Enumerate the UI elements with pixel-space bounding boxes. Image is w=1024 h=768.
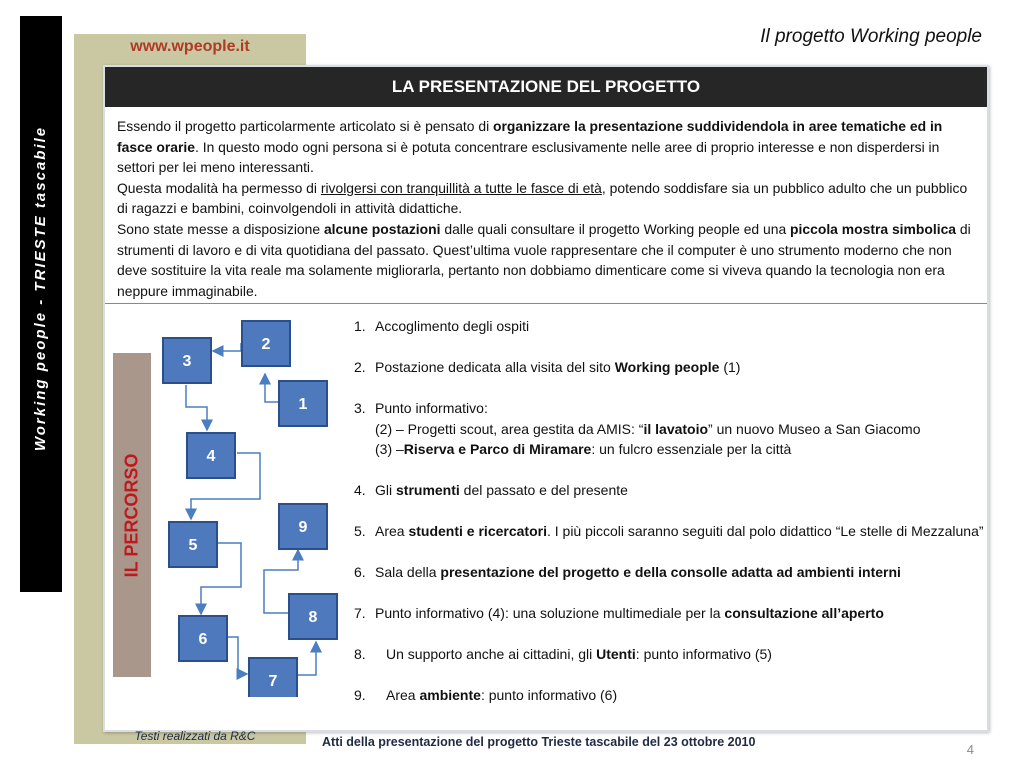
- route-box-label: 7: [268, 673, 278, 690]
- list-spacer: [354, 624, 984, 645]
- list-spacer: [354, 337, 984, 358]
- route-box-label: 6: [198, 631, 208, 648]
- content-card: [103, 65, 989, 732]
- arrow-2-3: [213, 343, 241, 351]
- arrow-3-4: [186, 385, 207, 430]
- route-box-label: 1: [298, 396, 308, 413]
- route-box-3: [163, 338, 211, 383]
- website-url[interactable]: www.wpeople.it: [130, 38, 250, 55]
- list-spacer: [354, 665, 984, 686]
- percorso-label: IL PERCORSO: [121, 453, 142, 577]
- side-banner-text-wrap: [20, 0, 62, 576]
- step-6: 6. Sala della presentazione del progetto e della consolle adatta ad ambienti interni: [354, 564, 901, 580]
- route-steps: [354, 316, 984, 706]
- list-spacer: [354, 501, 984, 522]
- intro-paragraph-3: Sono state messe a disposizione alcune postazioni dalle quali consultare il progetto Working people ed una piccola mostra simbolica di strumenti di lavoro e di vita quotidiana del passato. Quest’ultima vuole rappresentare che il computer è uno strumento moderno che non deve sostituire la vita reale ma solamente migliorarla, pertanto non dobbiamo dimenticare come si viveva quando la tecnologia non era neppure immaginabile.: [117, 220, 971, 299]
- slide-title: Il progetto Working people: [760, 26, 982, 47]
- step-1: 1. Accoglimento degli ospiti: [354, 318, 530, 334]
- step-3-sub-1: (2) – Progetti scout, area gestita da AMIS: “ il lavatoio ” un nuovo Museo a San Giacomo: [375, 420, 921, 437]
- route-box-label: 4: [206, 448, 216, 465]
- arrow-1-2: [265, 374, 279, 402]
- intro-text: [117, 116, 979, 301]
- route-box-label: 5: [188, 537, 198, 554]
- step-2: 2. Postazione dedicata alla visita del sito Working people (1): [354, 359, 741, 375]
- arrow-6-7: [228, 637, 247, 674]
- section-heading: LA PRESENTAZIONE DEL PROGETTO: [105, 67, 987, 107]
- intro-paragraph-1: Essendo il progetto particolarmente articolato si è pensato di organizzare la presentazione suddividendola in aree tematiche ed in fasce orarie. In questo modo ogni persona si è potuta concentrare esclusivamente nelle aree di proprio interesse e non disperdersi in settori per lei meno interessanti.: [117, 118, 943, 176]
- intro-paragraph-2: Questa modalità ha permesso di rivolgersi con tranquillità a tutte le fasce di età, potendo soddisfare sia un pubblico adulto che un pubblico di ragazzi e bambini, coinvolgendoli in attività didattiche.: [117, 179, 968, 217]
- route-box-label: 9: [298, 519, 308, 536]
- route-box-2: [242, 321, 290, 366]
- section-divider: [105, 303, 987, 304]
- step-8: 8. Un supporto anche ai cittadini, gli Utenti: punto informativo (5): [354, 646, 772, 662]
- event-footer: Atti della presentazione del progetto Trieste tascabile del 23 ottobre 2010: [322, 735, 756, 749]
- list-spacer: [354, 583, 984, 604]
- route-box-label: 3: [182, 353, 192, 370]
- route-box-6: [179, 616, 227, 661]
- list-spacer: [354, 460, 984, 481]
- route-box-7: [249, 658, 297, 697]
- side-banner-text: Working people - TRIESTE tascabile: [32, 125, 50, 451]
- route-box-8: [289, 594, 337, 639]
- page-number: 4: [966, 742, 974, 757]
- step-4: 4. Gli strumenti del passato e del presente: [354, 482, 628, 498]
- credits-text: Testi realizzati da R&C: [134, 729, 256, 743]
- route-box-5: [169, 522, 217, 567]
- route-box-label: 2: [261, 336, 271, 353]
- route-box-4: [187, 433, 235, 478]
- arrow-7-8: [297, 642, 316, 675]
- step-5: 5. Area studenti e ricercatori. I più piccoli saranno seguiti dal polo didattico “Le stelle di Mezzaluna”: [354, 523, 984, 539]
- step-3: 3. Punto informativo:: [354, 400, 488, 416]
- list-spacer: [354, 378, 984, 399]
- percorso-label-wrap: [113, 353, 151, 677]
- step-3-sub-2: (3) – Riserva e Parco di Miramare : un fulcro essenziale per la città: [375, 441, 792, 457]
- step-9: 9. Area ambiente: punto informativo (6): [354, 687, 618, 703]
- route-box-label: 8: [308, 609, 318, 626]
- list-spacer: [354, 542, 984, 563]
- route-box-1: [279, 381, 327, 426]
- route-diagram: [160, 317, 340, 697]
- step-7: 7. Punto informativo (4): una soluzione multimediale per la consultazione all’aperto: [354, 605, 884, 621]
- route-box-9: [279, 504, 327, 549]
